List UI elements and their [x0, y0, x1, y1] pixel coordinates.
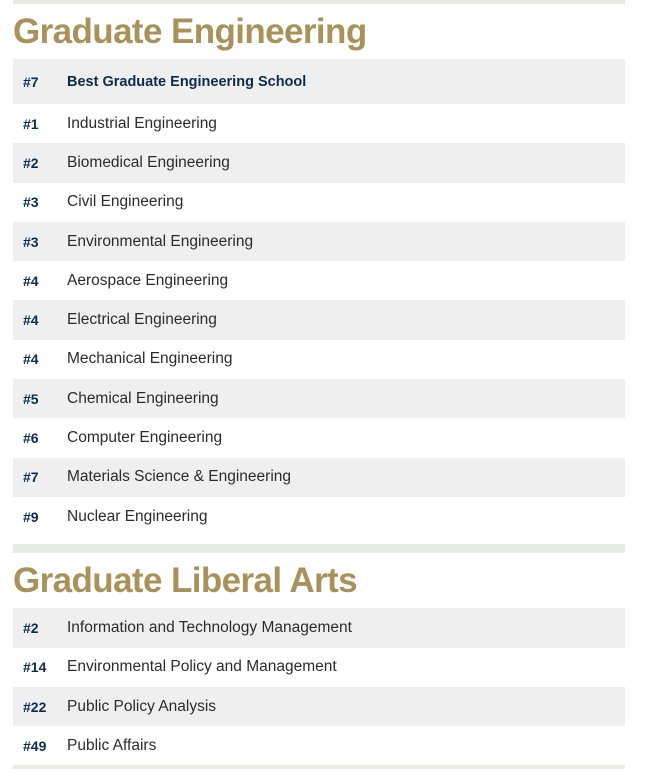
list-item	[13, 143, 625, 182]
rank-number: #3	[23, 233, 39, 250]
section-title-graduate-engineering: Graduate Engineering	[13, 12, 367, 51]
bottom-divider	[13, 765, 625, 769]
ranking-label: Computer Engineering	[67, 429, 223, 447]
ranking-label: Environmental Engineering	[67, 232, 254, 250]
section-title-graduate-liberal-arts: Graduate Liberal Arts	[13, 561, 357, 601]
ranking-label: Industrial Engineering	[67, 114, 217, 132]
ranking-label: Best Graduate Engineering School	[67, 73, 307, 90]
rank-number: #2	[23, 154, 39, 171]
spacer	[13, 536, 625, 544]
rank-number: #7	[23, 469, 39, 486]
ranking-label: Environmental Policy and Management	[67, 658, 337, 676]
rank-number: #7	[23, 73, 39, 90]
list-item	[13, 183, 625, 222]
list-item	[13, 104, 625, 143]
rank-number: #1	[23, 115, 39, 132]
rank-number: #4	[23, 312, 39, 329]
rank-number: #3	[23, 194, 39, 211]
rank-number: #2	[23, 619, 39, 636]
rank-number: #49	[23, 737, 47, 754]
list-item	[13, 608, 625, 647]
list-item	[13, 687, 625, 726]
rank-number: #14	[23, 659, 47, 676]
ranking-label: Civil Engineering	[67, 193, 184, 211]
graduate-engineering-list	[13, 59, 625, 536]
list-item	[13, 222, 625, 261]
rank-number: #4	[23, 272, 39, 289]
list-item	[13, 497, 625, 536]
ranking-label: Biomedical Engineering	[67, 153, 230, 171]
rank-number: #5	[23, 390, 39, 407]
rank-number: #4	[23, 351, 39, 368]
list-item	[13, 726, 625, 765]
list-item	[13, 379, 625, 418]
rank-number: #9	[23, 508, 39, 525]
headline-ranking-row	[13, 59, 625, 104]
list-item	[13, 261, 625, 300]
ranking-label: Information and Technology Management	[67, 618, 352, 636]
list-item	[13, 458, 625, 497]
list-item	[13, 340, 625, 379]
ranking-label: Public Affairs	[67, 736, 157, 754]
ranking-label: Materials Science & Engineering	[67, 468, 292, 486]
ranking-label: Public Policy Analysis	[67, 697, 217, 715]
section-divider	[13, 544, 625, 553]
list-item	[13, 418, 625, 457]
ranking-label: Electrical Engineering	[67, 311, 217, 329]
ranking-label: Mechanical Engineering	[67, 350, 233, 368]
graduate-liberal-arts-list	[13, 608, 625, 765]
ranking-label: Aerospace Engineering	[67, 271, 229, 289]
ranking-label: Chemical Engineering	[67, 389, 219, 407]
rankings-content	[13, 0, 625, 769]
ranking-label: Nuclear Engineering	[67, 507, 208, 525]
list-item	[13, 300, 625, 339]
list-item	[13, 648, 625, 687]
rank-number: #6	[23, 430, 39, 447]
rank-number: #22	[23, 698, 47, 715]
